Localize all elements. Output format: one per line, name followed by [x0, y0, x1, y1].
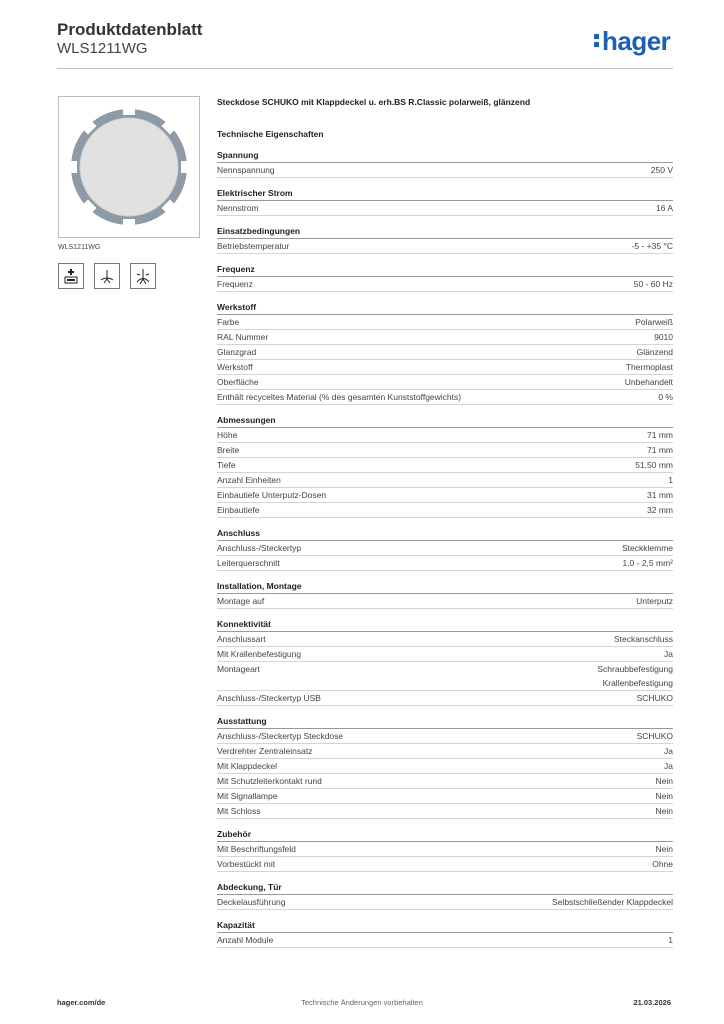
- spec-group-title: Werkstoff: [217, 300, 673, 315]
- spec-value: Steckklemme: [621, 543, 673, 553]
- spec-label: Montage auf: [217, 596, 265, 606]
- spec-label: Glanzgrad: [217, 347, 257, 357]
- spec-value: 71 mm: [647, 445, 673, 455]
- spec-value: 250 V: [650, 165, 673, 175]
- spec-value: Polarweiß: [635, 317, 673, 327]
- spec-label: Anzahl Einheiten: [217, 475, 281, 485]
- product-description: Steckdose SCHUKO mit Klappdeckel u. erh.BS R.Classic polarweiß, glänzend: [217, 97, 531, 107]
- spec-value: Nein: [655, 844, 673, 854]
- spec-row: [217, 428, 673, 443]
- spec-group-title: Installation, Montage: [217, 579, 673, 594]
- spec-row: [217, 857, 673, 872]
- feature-icons: [58, 263, 156, 289]
- section-heading: Technische Eigenschaften: [217, 129, 324, 139]
- spec-value: Schraubbefestigung Krallenbefestigung: [597, 664, 673, 688]
- spec-group-title: Spannung: [217, 148, 673, 163]
- spec-value: Thermoplast: [625, 362, 673, 372]
- spec-row: [217, 201, 673, 216]
- spec-value: -5 - +35 °C: [631, 241, 673, 251]
- spec-row: [217, 729, 673, 744]
- spec-group-title: Zubehör: [217, 827, 673, 842]
- spec-value: SCHUKO: [636, 731, 673, 741]
- spec-value: Nein: [655, 806, 673, 816]
- spec-label: Breite: [217, 445, 240, 455]
- spec-label: Mit Krallenbefestigung: [217, 649, 302, 659]
- spec-label: Einbautiefe Unterputz-Dosen: [217, 490, 327, 500]
- spec-value: Ja: [664, 649, 673, 659]
- spec-row: [217, 473, 673, 488]
- spec-value: Selbstschließender Klappdeckel: [552, 897, 673, 907]
- spec-value: 50 - 60 Hz: [633, 279, 673, 289]
- screw-terminal-icon: [94, 263, 120, 289]
- spec-value: Nein: [655, 776, 673, 786]
- spec-row: [217, 804, 673, 819]
- spec-group: [217, 186, 673, 216]
- spec-group: [217, 714, 673, 819]
- spec-row: [217, 163, 673, 178]
- spec-label: Tiefe: [217, 460, 236, 470]
- spec-row: [217, 345, 673, 360]
- spec-row: [217, 488, 673, 503]
- spec-group-title: Elektrischer Strom: [217, 186, 673, 201]
- spec-label: Nennstrom: [217, 203, 259, 213]
- spec-row: [217, 594, 673, 609]
- spec-row: [217, 503, 673, 518]
- spec-group-title: Ausstattung: [217, 714, 673, 729]
- spec-value: 1: [668, 475, 673, 485]
- spec-label: Anschluss-/Steckertyp USB: [217, 693, 321, 703]
- spec-group: [217, 579, 673, 609]
- claw-fixing-icon: [130, 263, 156, 289]
- spec-panel: [217, 94, 673, 956]
- spec-label: Mit Beschriftungsfeld: [217, 844, 296, 854]
- spec-label: Mit Signallampe: [217, 791, 278, 801]
- header-divider: [57, 68, 673, 69]
- spec-group: [217, 413, 673, 518]
- spec-group-title: Abdeckung, Tür: [217, 880, 673, 895]
- spec-row: [217, 632, 673, 647]
- spec-value: Ja: [664, 761, 673, 771]
- spec-value: 51,50 mm: [635, 460, 673, 470]
- spec-row: [217, 239, 673, 254]
- spec-group: [217, 880, 673, 910]
- spec-value: Ja: [664, 746, 673, 756]
- spec-group: [217, 262, 673, 292]
- footer-website[interactable]: hager.com/de: [57, 998, 106, 1007]
- spec-label: Mit Klappdeckel: [217, 761, 278, 771]
- spec-row: [217, 458, 673, 473]
- spec-label: Nennspannung: [217, 165, 275, 175]
- image-caption: WLS1211WG: [58, 244, 101, 251]
- spec-row: [217, 541, 673, 556]
- spec-label: Anschluss-/Steckertyp: [217, 543, 302, 553]
- spec-label: Montageart: [217, 664, 260, 674]
- spec-row: [217, 744, 673, 759]
- spec-label: Vorbestückt mit: [217, 859, 276, 869]
- spec-row: [217, 390, 673, 405]
- product-image: [58, 96, 200, 238]
- spec-group: [217, 918, 673, 948]
- spec-label: Leiterquerschnitt: [217, 558, 280, 568]
- spec-group-title: Anschluss: [217, 526, 673, 541]
- spec-value: 9010: [654, 332, 673, 342]
- spec-label: Deckelausführung: [217, 897, 286, 907]
- spec-group-title: Frequenz: [217, 262, 673, 277]
- article-number: WLS1211WG: [57, 40, 148, 57]
- socket-frame-icon: [59, 97, 199, 237]
- page-title: Produktdatenblatt: [57, 20, 203, 39]
- brand-logo: [594, 28, 670, 54]
- spec-row: [217, 647, 673, 662]
- mounting-symbol-icon: [58, 263, 84, 289]
- spec-row: [217, 842, 673, 857]
- spec-value: 16 A: [655, 203, 673, 213]
- spec-label: Oberfläche: [217, 377, 259, 387]
- spec-label: Höhe: [217, 430, 238, 440]
- spec-label: Enthält recyceltes Material (% des gesamten Kunststoffgewichts): [217, 392, 462, 402]
- spec-label: Werkstoff: [217, 362, 253, 372]
- spec-group: [217, 617, 673, 706]
- spec-value: Ohne: [652, 859, 673, 869]
- spec-row: [217, 375, 673, 390]
- spec-label: Einbautiefe: [217, 505, 260, 515]
- spec-row: [217, 277, 673, 292]
- footer-date: 21.03.2026: [633, 998, 671, 1007]
- spec-label: Frequenz: [217, 279, 253, 289]
- spec-label: RAL Nummer: [217, 332, 269, 342]
- spec-value: SCHUKO: [636, 693, 673, 703]
- spec-label: Verdrehter Zentraleinsatz: [217, 746, 313, 756]
- spec-row: [217, 895, 673, 910]
- spec-row: [217, 789, 673, 804]
- logo-dots-icon: [594, 28, 600, 54]
- spec-group-title: Einsatzbedingungen: [217, 224, 673, 239]
- spec-row: [217, 774, 673, 789]
- spec-value: 31 mm: [647, 490, 673, 500]
- spec-row: [217, 360, 673, 375]
- spec-group-title: Abmessungen: [217, 413, 673, 428]
- spec-group: [217, 224, 673, 254]
- spec-label: Betriebstemperatur: [217, 241, 290, 251]
- spec-group: [217, 827, 673, 872]
- footer-disclaimer: Technische Änderungen vorbehalten: [301, 998, 423, 1007]
- spec-row: [217, 662, 673, 691]
- spec-row: [217, 759, 673, 774]
- spec-row: [217, 330, 673, 345]
- spec-row: [217, 933, 673, 948]
- spec-group: [217, 300, 673, 405]
- spec-value: 1: [668, 935, 673, 945]
- spec-value: 1,0 - 2,5 mm²: [622, 558, 673, 568]
- spec-value: Steckanschluss: [613, 634, 673, 644]
- brand-name: hager: [602, 26, 671, 56]
- spec-value: 0 %: [658, 392, 673, 402]
- spec-value: 32 mm: [647, 505, 673, 515]
- spec-row: [217, 556, 673, 571]
- spec-label: Anschlussart: [217, 634, 266, 644]
- spec-value: Nein: [655, 791, 673, 801]
- spec-groups: [217, 148, 673, 948]
- spec-group: [217, 148, 673, 178]
- spec-group-title: Konnektivität: [217, 617, 673, 632]
- spec-value: Unterputz: [636, 596, 673, 606]
- spec-label: Mit Schutzleiterkontakt rund: [217, 776, 322, 786]
- spec-label: Farbe: [217, 317, 240, 327]
- spec-row: [217, 443, 673, 458]
- spec-label: Anzahl Module: [217, 935, 274, 945]
- spec-row: [217, 315, 673, 330]
- spec-group: [217, 526, 673, 571]
- spec-value: Glänzend: [636, 347, 673, 357]
- spec-group-title: Kapazität: [217, 918, 673, 933]
- spec-value: 71 mm: [647, 430, 673, 440]
- spec-label: Anschluss-/Steckertyp Steckdose: [217, 731, 344, 741]
- spec-value: Unbehandelt: [624, 377, 673, 387]
- spec-row: [217, 691, 673, 706]
- spec-label: Mit Schloss: [217, 806, 261, 816]
